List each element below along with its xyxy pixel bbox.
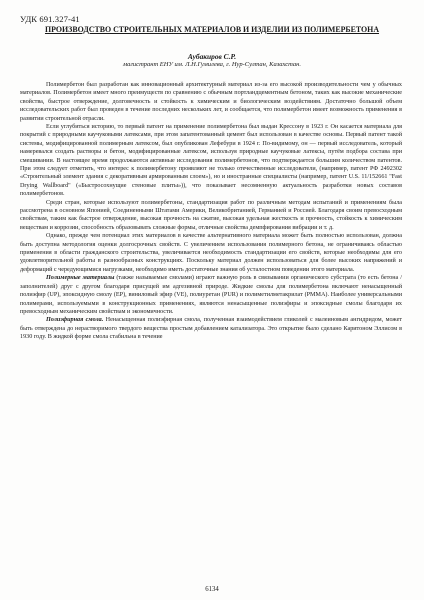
page-number: 6134 [205,586,219,593]
author-affiliation: магистрант ЕНУ им. Л.Н.Гумилева, г. Нур-Султан, Казахстан. [123,61,301,68]
article-body [20,81,402,342]
paragraph-lead: Полимерные материалы [46,275,115,282]
paragraph-text: (также называемые смолами) играют важную роль в связывании органического субстрата (то есть бетона / заполнителей) друг с другом благодаря присущей им адгезивной природе. Жидкие смолы для полимербетона включают ненасыщенный полиэфир (UP), эпоксидную смолу (EP), виниловый эфир (VE), полиуретан (PUR) и полиметилметакрилат (PMMA). Наиболее универсальными полимерами, используемыми в конструкционных применениях, являются ненасыщенные полиэфиры и эпоксидные смолы благодаря их превосходным механическим свойствам и экономичности. [20,275,403,315]
paragraph [20,316,402,341]
udk-code: УДК 691.327-41 [20,14,80,24]
paragraph-lead: Полиэфирная смола. [46,317,104,324]
paragraph: Однако, прежде чем потенциал этих материалов в качестве альтернативного материала может быть полностью использован, должна быть доступна методология оценки долгосрочных свойств. С увеличением использования полимерного бетона, не ограничиваясь областью применения в области гражданского строительства, увеличивается необходимость стандартизации его свойств, которые необходимы для его удовлетворительной работы в разнообразных конструкциях. Поскольку материал должен использоваться для более высоких напряжений и деформаций с чередующимися нагрузками, необходимо иметь достаточные знания об усталостном поведении этого материала. [20,233,402,273]
author-name: Аубакиров С.Р. [187,52,237,61]
article-title: ПРОИЗВОДСТВО СТРОИТЕЛЬНЫХ МАТЕРИАЛОВ И ИЗДЕЛИИ ИЗ ПОЛИМЕРБЕТОНА [44,25,380,34]
paragraph-text: Ненасыщенная полиэфирная смола, полученная взаимодействием гликолей с малеиновым ангидридом, может быть отверждена до нерастворимого твердого вещества простым добавлением катализатора. Это открытие было сделано Каритоном Эллисом в 1930 году. В жидкой форме смола стабильна в течение [20,317,402,341]
paragraph: Среди стран, которые используют полимербетоны, стандартизация работ по различным методам испытаний и применениям была рассмотрена в основном Японией, Соединенными Штатами Америки, Великобританией, Германией и Россией. Благодаря своим превосходным свойствам, таким как быстрое отверждение, высокая прочность на сжатие, высокая удельная жесткость и прочность, стойкость к химическим веществам и коррозии, способность образовывать сложные формы, отличные свойства демпфирования вибрации и т. д. [20,199,402,231]
paragraph [20,274,402,316]
paragraph: Полимербетон был разработан как инновационный архитектурный материал из-за его высокой производительности чем у обычных материалов. Полимербетон имеет много преимуществ по сравнению с обычным портландцементным бетоном, таких как высокие механические свойства, быстрое отверждение, долговечность и стойкость к химическим и биологическим воздействиям. Достаточно большой объем исследовательских работ был проведен в течение последних нескольких лет, и сообщается, что полимербетон имеет возможность применения в развитии строительной отрасли. [20,82,402,122]
paragraph: Если углубиться историю, то первый патент на применение полимербетона был выдан Крессону в 1923 г. Он касается материала для покрытий с природными каучуковыми латексами, при этом запатентованный цемент был использован в качестве основы. Первый патент такой системы, модифицированной полимерным латексом, был опубликован Лефебури в 1924 г. По-видимому, он — первый исследователь, который намеревался создать растворы и бетон, модифицированные латексом, используя природные каучуковые латексы, путём подбора состава при смешивании. В настоящее время продолжаются активные исследования полимербетонов, что подтверждается большим количеством патентов. При этом следует отметить, что интерес к полимербетону проявляют не только отечественные исследователи, (например, патент РФ 2492302 «Строительный элемент здания с декоративным армированным слоем»), но и иностранные специалисты (например, патент U.S. 11/152661 "Fast Drying Wallboard" («Быстросохнущие стеновые плиты»)), что показывает несомненную актуальность разработки новых составов полимербетонов. [20,124,402,198]
